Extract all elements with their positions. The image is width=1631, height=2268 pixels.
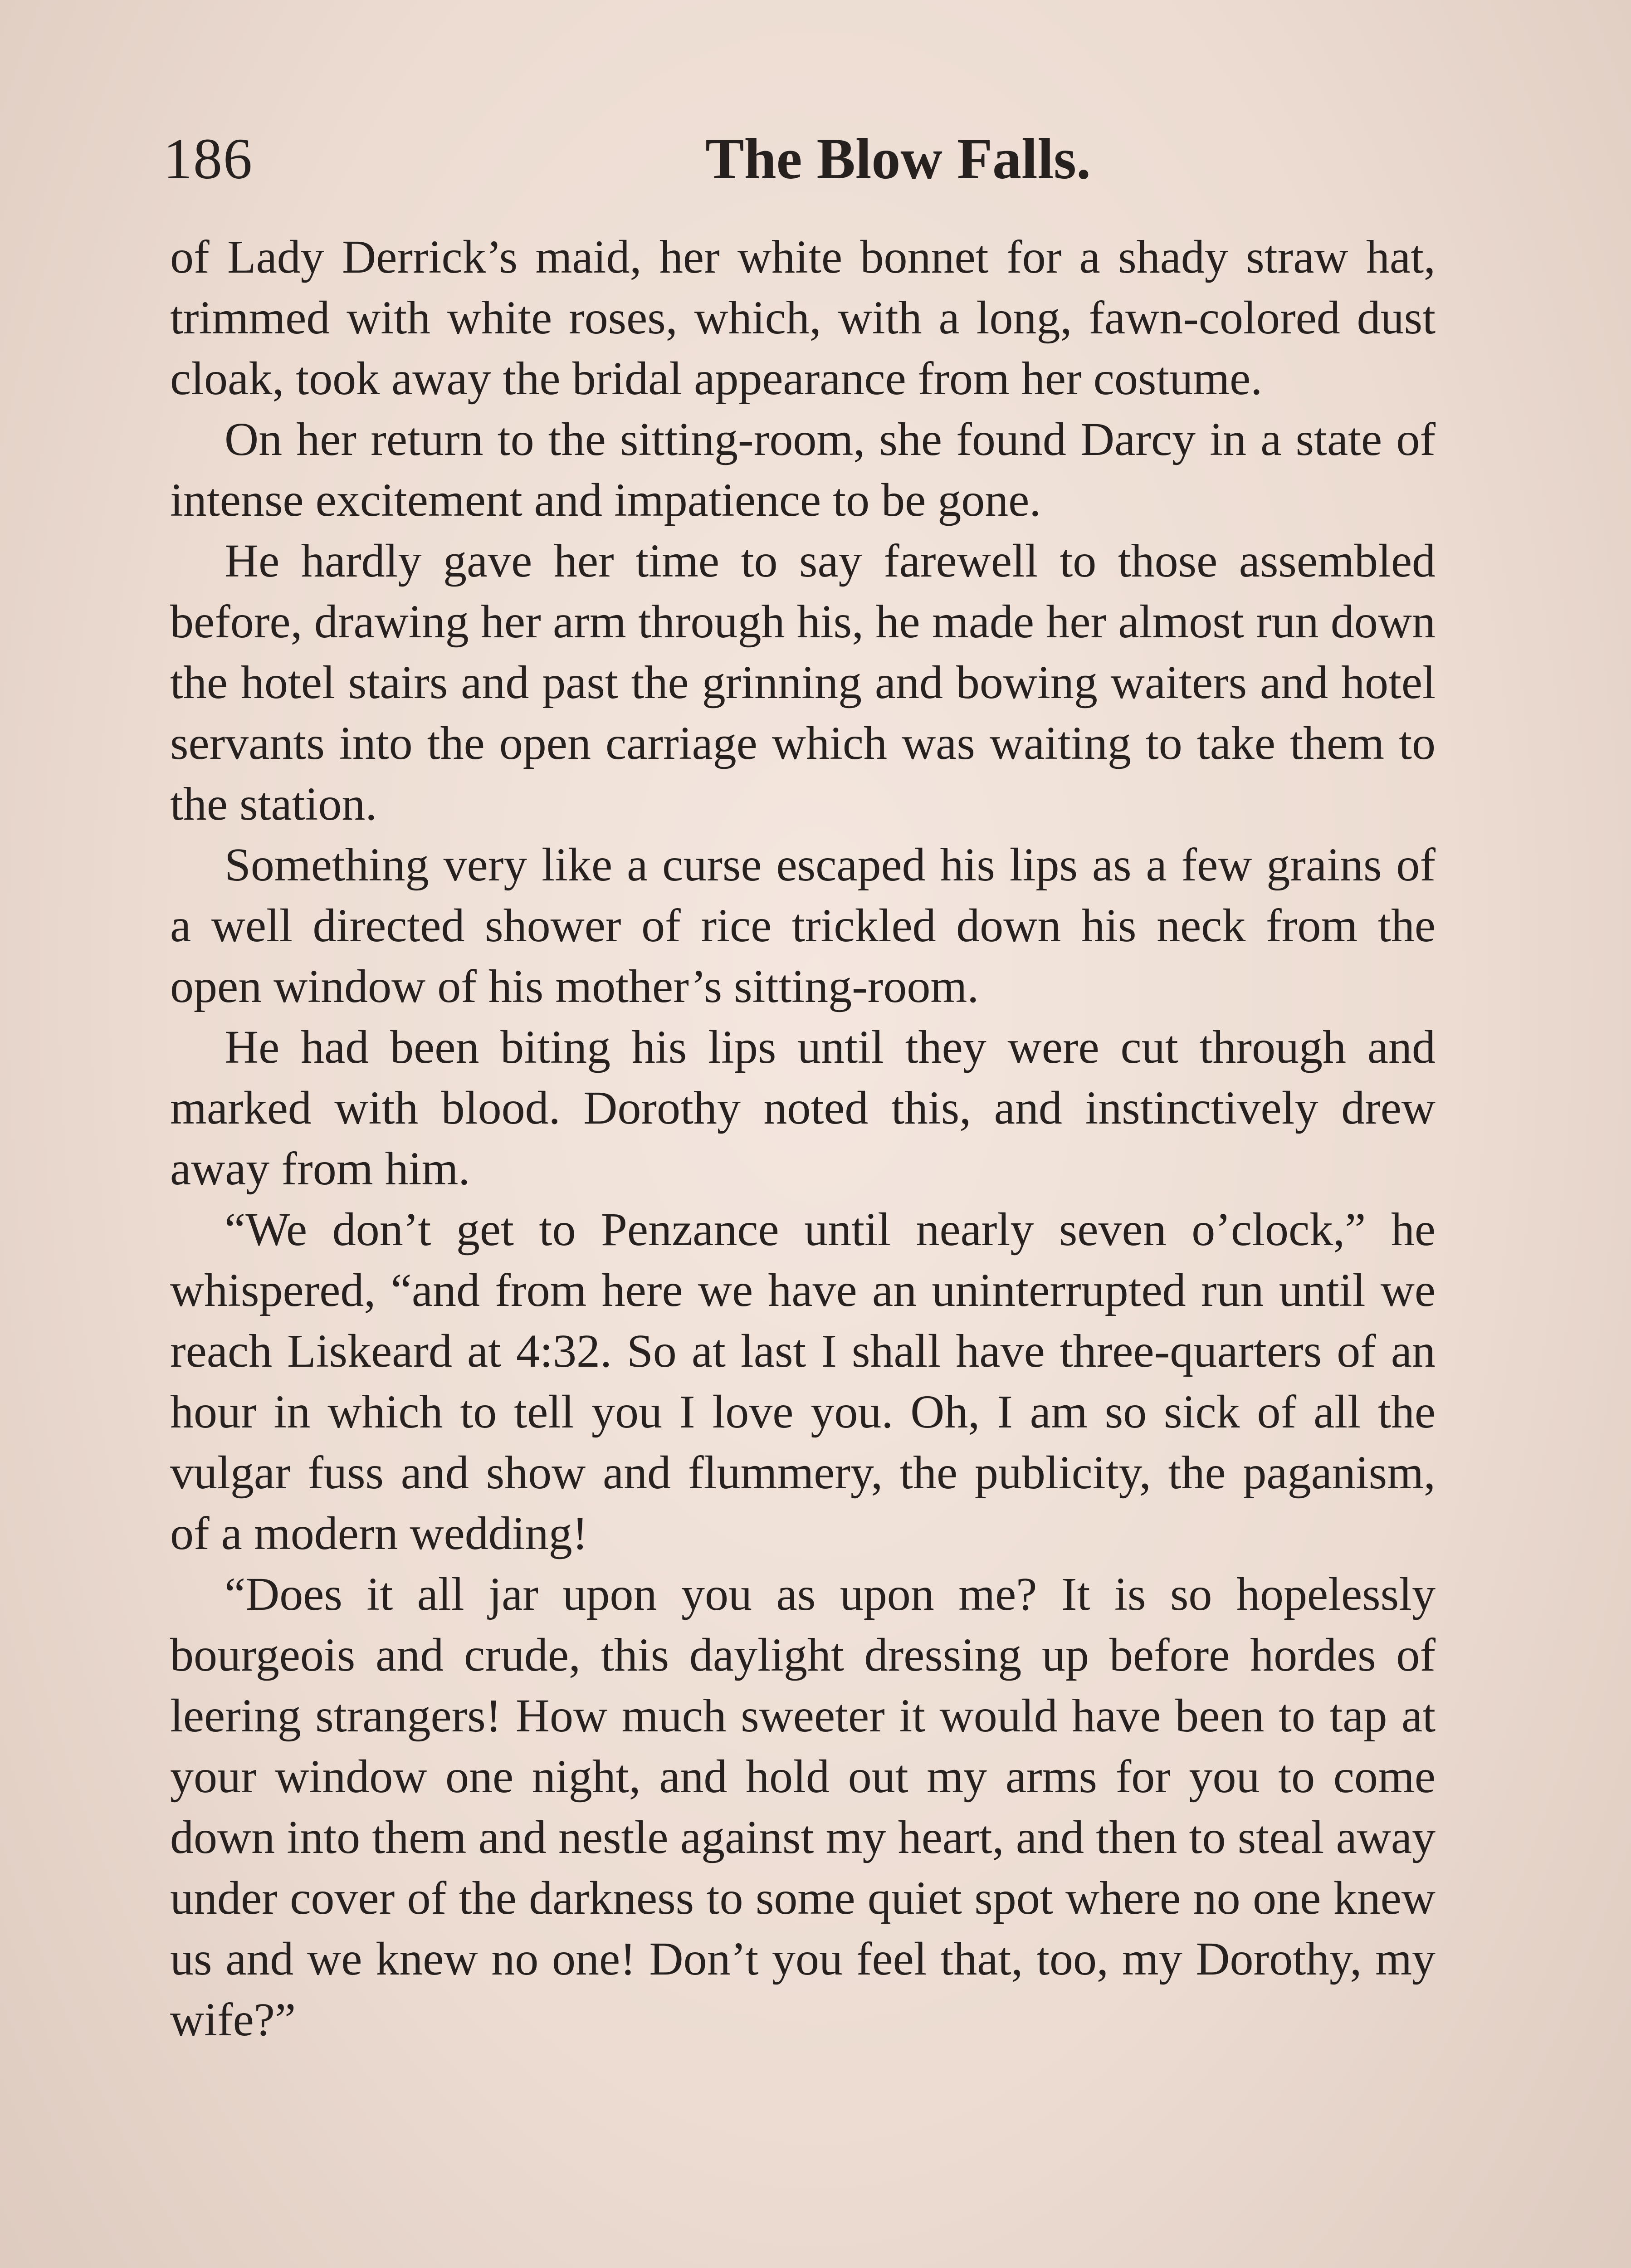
paragraph-3: He hardly gave her time to say farewell to those assembled before, drawing her arm through his, he made her almost run down the hotel stairs and past the grinning and bowing waiters and hotel servants into the open carriage which was waiting to take them to the station. xyxy=(170,535,1436,830)
page-number: 186 xyxy=(163,127,253,191)
paragraph-2: On her return to the sitting-room, she found Darcy in a state of intense excitement and impatience to be gone. xyxy=(170,413,1436,526)
page-header xyxy=(163,116,1470,202)
paragraph-7: “Does it all jar upon you as upon me? It is so hopelessly bourgeois and crude, this daylight dressing up before hordes of leering strangers! How much sweeter it would have been to tap at your window one night, and hold out my arms for you to come down into them and nestle against my heart, and then to steal away under cover of the darkness to some quiet spot where no one knew us and we knew no one! Don’t you feel that, too, my Dorothy, my wife?” xyxy=(170,1568,1436,2046)
paragraph-1: of Lady Derrick’s maid, her white bonnet for a shady straw hat, trimmed with white roses, which, with a long, fawn-colored dust cloak, took away the bridal appearance from her costume. xyxy=(170,231,1436,405)
running-title: The Blow Falls. xyxy=(705,127,1091,191)
paragraph-5: He had been biting his lips until they were cut through and marked with blood. Dorothy noted this, and instinctively drew away from him. xyxy=(170,1021,1436,1195)
body-text xyxy=(170,227,1436,2050)
paragraph-4: Something very like a curse escaped his lips as a few grains of a well directed shower of rice trickled down his neck from the open window of his mother’s sitting-room. xyxy=(170,839,1436,1012)
paragraph-6: “We don’t get to Penzance until nearly seven o’clock,” he whispered, “and from here we have an uninterrupted run until we reach Liskeard at 4:32. So at last I shall have three-quarters of an hour in which to tell you I love you. Oh, I am so sick of all the vulgar fuss and show and flummery, the publicity, the paganism, of a modern wedding! xyxy=(170,1203,1436,1559)
